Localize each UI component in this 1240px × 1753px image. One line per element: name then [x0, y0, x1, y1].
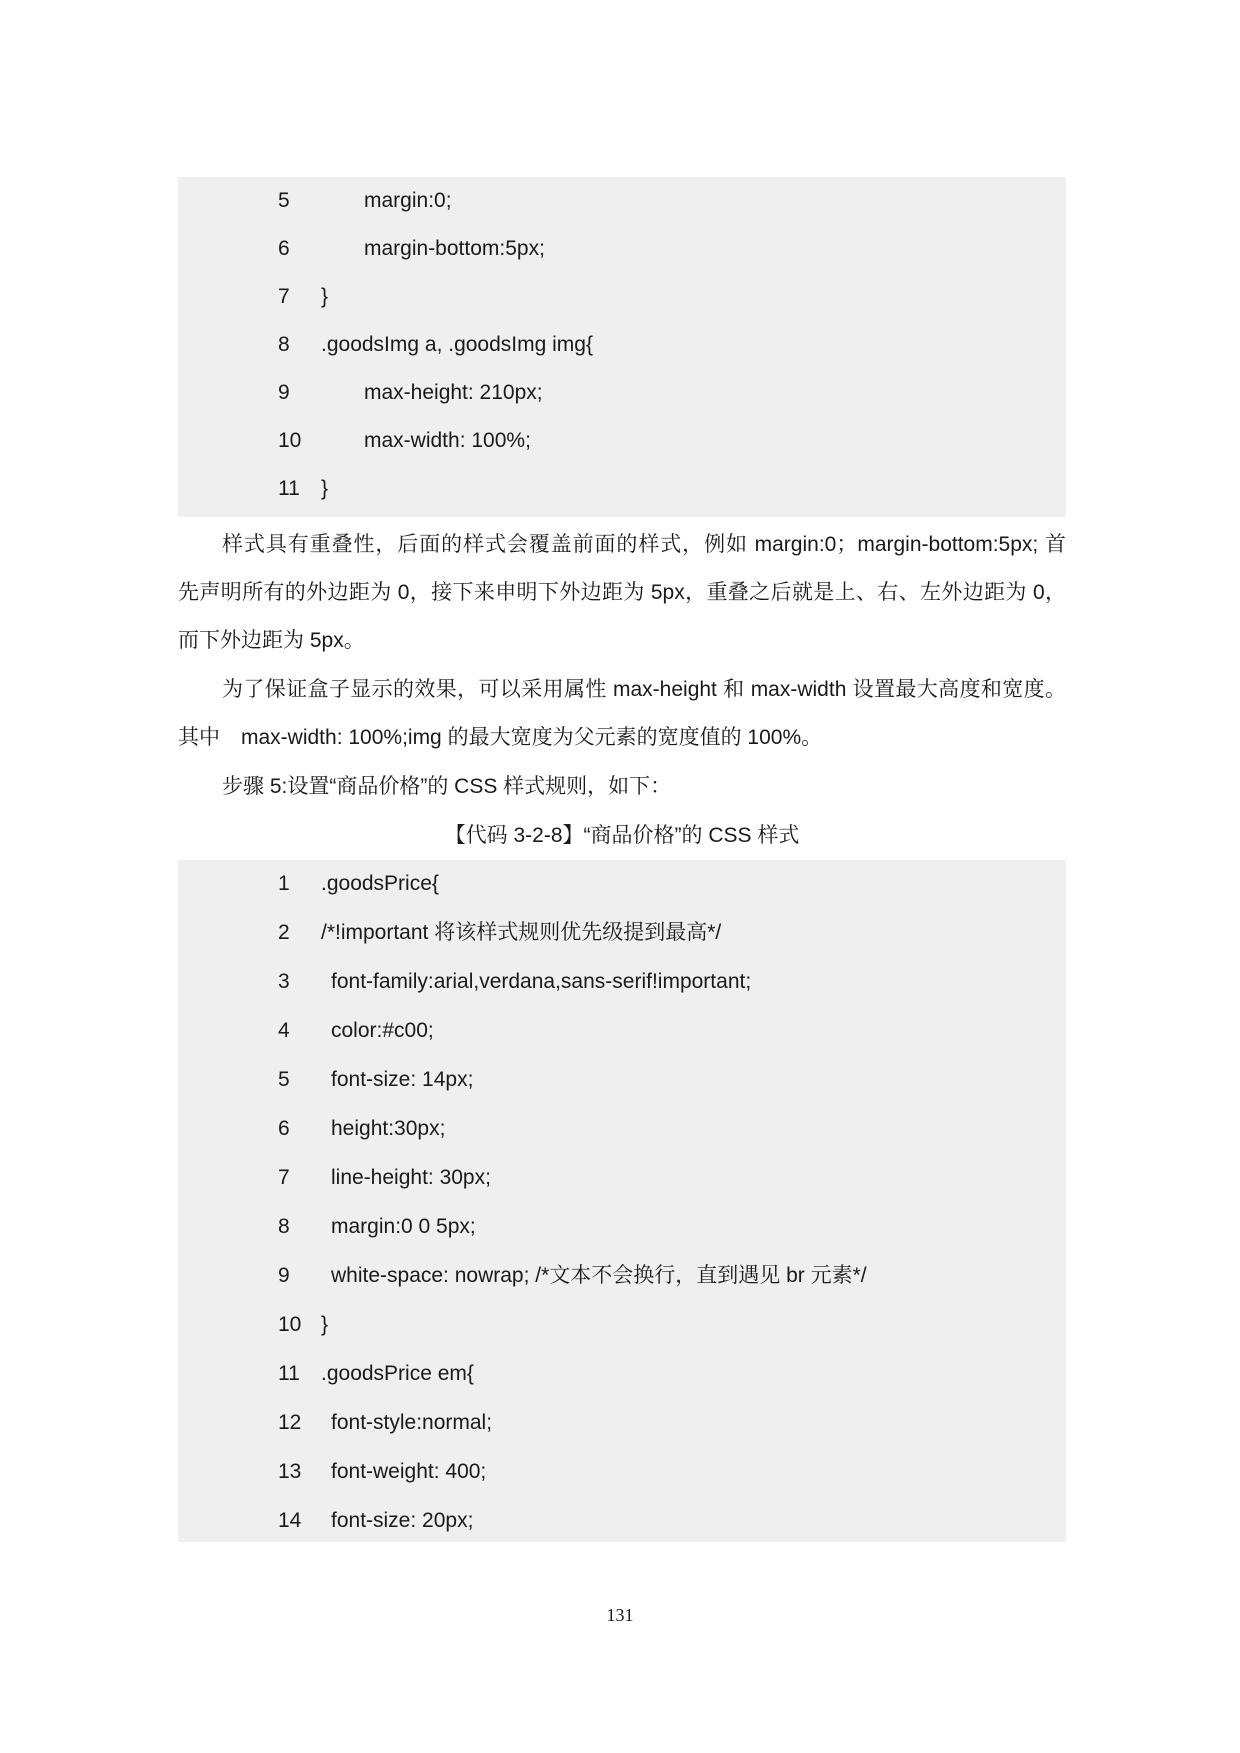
code-caption: 【代码 3-2-8】“商品价格”的 CSS 样式 [444, 824, 800, 847]
code-block-1 [178, 177, 1066, 517]
paragraph-2-line-1: 为了保证盒子显示的效果，可以采用属性 max-height 和 max-width 设置最大高度和宽度。 [222, 678, 1066, 701]
code-block-2 [178, 860, 1066, 1542]
line-number: 13 [278, 1460, 302, 1483]
code-text: .goodsPrice em{ [321, 1362, 474, 1385]
code-text: font-family:arial,verdana,sans-serif!important; [331, 970, 752, 993]
line-number: 7 [278, 285, 290, 308]
line-number: 14 [278, 1509, 302, 1532]
step-5-text: 步骤 5:设置“商品价格”的 CSS 样式规则，如下： [222, 775, 672, 798]
code-text: height:30px; [331, 1117, 446, 1140]
code-text: color:#c00; [331, 1019, 434, 1042]
line-number: 5 [278, 1068, 290, 1091]
code-text: font-style:normal; [331, 1411, 493, 1434]
line-number: 9 [278, 381, 290, 404]
line-number: 6 [278, 1117, 290, 1140]
line-number: 5 [278, 189, 290, 212]
line-number: 2 [278, 921, 290, 944]
code-text: margin:0; [364, 189, 452, 212]
page-number: 131 [606, 1605, 634, 1625]
line-number: 9 [278, 1264, 290, 1287]
line-number: 8 [278, 1215, 290, 1238]
line-number: 6 [278, 237, 290, 260]
line-number: 11 [278, 1362, 300, 1385]
code-text: margin:0 0 5px; [331, 1215, 476, 1238]
code-text: .goodsImg a, .goodsImg img{ [321, 333, 593, 356]
code-text: .goodsPrice{ [321, 872, 439, 895]
line-number: 10 [278, 429, 302, 452]
line-number: 3 [278, 970, 290, 993]
paragraph-2-line-2: 其中 max-width: 100%;img 的最大宽度为父元素的宽度值的 100%。 [178, 726, 823, 749]
code-text: max-width: 100%; [364, 429, 531, 452]
paragraph-1-line-1: 样式具有重叠性，后面的样式会覆盖前面的样式，例如 margin:0；margin-bottom:5px; 首 [222, 533, 1066, 556]
line-number: 4 [278, 1019, 290, 1042]
line-number: 11 [278, 477, 300, 500]
paragraph-1-line-3: 而下外边距为 5px。 [178, 629, 365, 652]
code-text: max-height: 210px; [364, 381, 543, 404]
code-text: /*!important 将该样式规则优先级提到最高*/ [321, 921, 722, 944]
code-text: font-weight: 400; [331, 1460, 487, 1483]
paragraph-1-line-2: 先声明所有的外边距为 0，接下来申明下外边距为 5px，重叠之后就是上、右、左外边距为 0， [178, 581, 1066, 604]
code-text: } [321, 1313, 329, 1336]
code-text: } [321, 477, 329, 500]
code-text: } [321, 285, 329, 308]
line-number: 7 [278, 1166, 290, 1189]
line-number: 12 [278, 1411, 302, 1434]
code-text: font-size: 14px; [331, 1068, 474, 1091]
code-text: white-space: nowrap; /*文本不会换行，直到遇见 br 元素*/ [331, 1264, 867, 1287]
line-number: 8 [278, 333, 290, 356]
code-text: margin-bottom:5px; [364, 237, 545, 260]
code-text: line-height: 30px; [331, 1166, 491, 1189]
line-number: 1 [278, 872, 290, 895]
line-number: 10 [278, 1313, 302, 1336]
code-text: font-size: 20px; [331, 1509, 474, 1532]
